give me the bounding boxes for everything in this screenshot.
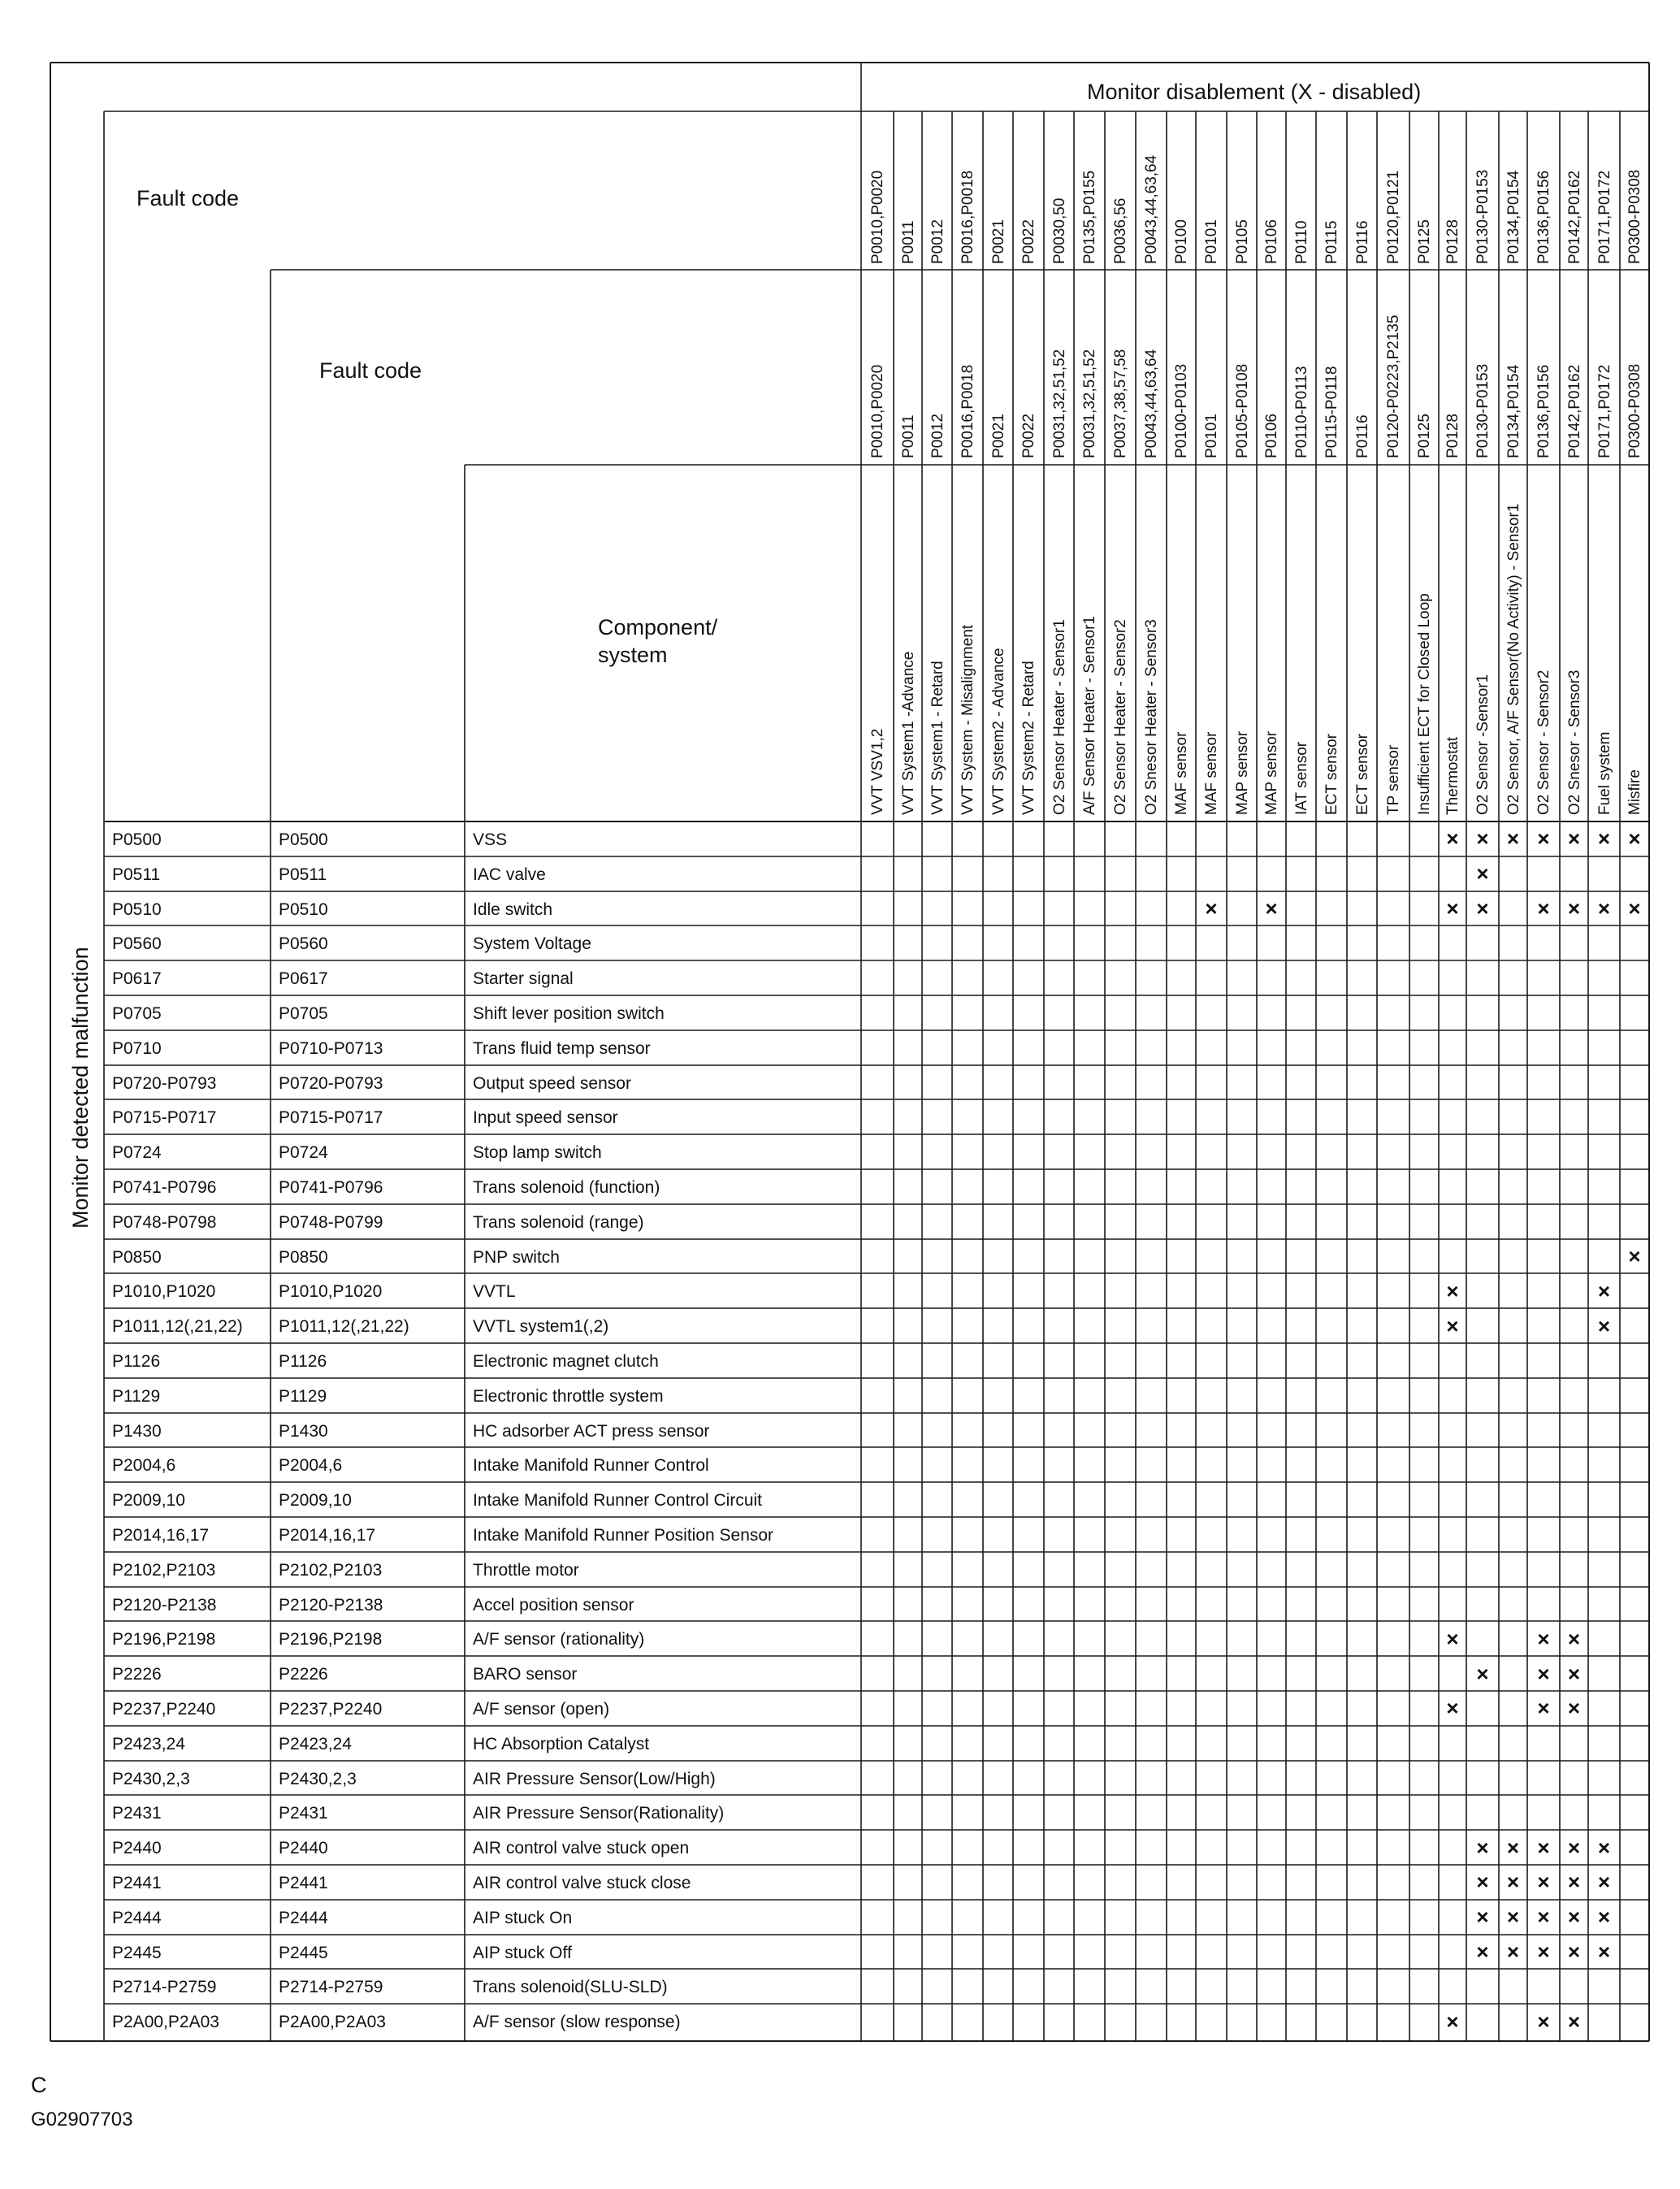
row-fault-code-secondary: P2196,P2198 xyxy=(279,1630,383,1649)
column-component-name-text: Misfire xyxy=(1626,769,1643,815)
column-code-primary-text: P0115 xyxy=(1323,220,1340,264)
disabled-mark: × xyxy=(1628,1244,1641,1268)
disabled-mark: × xyxy=(1537,1696,1550,1721)
row-fault-code-secondary: P2004,6 xyxy=(279,1456,343,1476)
row-fault-code-secondary: P2009,10 xyxy=(279,1491,352,1511)
disabled-mark: × xyxy=(1597,1278,1611,1303)
disabled-mark: × xyxy=(1567,1626,1581,1651)
disabled-mark: × xyxy=(1476,861,1489,886)
row-component-name: AIR Pressure Sensor(Low/High) xyxy=(473,1769,716,1788)
disabled-mark: × xyxy=(1567,896,1581,921)
disabled-mark: × xyxy=(1537,1835,1550,1860)
column-component-name-text: O2 Sensor Heater - Sensor2 xyxy=(1112,619,1129,815)
column-component-name-text: O2 Sensor, A/F Sensor(No Activity) - Sensor1 xyxy=(1505,503,1522,815)
row-fault-code-secondary: P1011,12(,21,22) xyxy=(279,1317,409,1337)
row-fault-code-secondary: P2431 xyxy=(279,1804,328,1823)
disabled-mark: × xyxy=(1205,896,1218,921)
column-code-primary-text: P0300-P0308 xyxy=(1626,169,1643,264)
footer-letter: C xyxy=(31,2073,47,2097)
row-component-name: VSS xyxy=(473,830,508,849)
column-component-name-text: O2 Snesor Heater - Sensor3 xyxy=(1143,619,1160,815)
disabled-mark: × xyxy=(1567,1661,1581,1686)
column-code-primary-text: P0125 xyxy=(1416,219,1433,264)
column-code-primary-text: P0120,P0121 xyxy=(1385,170,1402,264)
column-code-secondary-text: P0031,32,51,52 xyxy=(1050,349,1068,458)
row-component-name: Shift lever position switch xyxy=(473,1003,665,1023)
disabled-mark: × xyxy=(1628,896,1641,921)
row-fault-code-secondary: P0511 xyxy=(279,865,327,884)
column-component-name-text: VVT VSV1,2 xyxy=(869,728,886,815)
column-code-secondary-text: P0120-P0223,P2135 xyxy=(1385,314,1402,458)
row-fault-code-primary: P2226 xyxy=(112,1665,162,1684)
row-fault-code-secondary: P2444 xyxy=(279,1908,328,1927)
column-code-primary-text: P0030,50 xyxy=(1050,197,1068,264)
disabled-mark: × xyxy=(1567,826,1581,852)
disabled-mark: × xyxy=(1537,1905,1550,1930)
row-component-name: Trans fluid temp sensor xyxy=(473,1038,651,1058)
row-fault-code-primary: P2196,P2198 xyxy=(112,1630,216,1649)
row-fault-code-primary: P2714-P2759 xyxy=(112,1978,217,1997)
row-fault-code-secondary: P0710-P0713 xyxy=(279,1038,383,1058)
disabled-mark: × xyxy=(1537,896,1550,921)
row-fault-code-primary: P2441 xyxy=(112,1873,162,1892)
disabled-mark: × xyxy=(1537,1940,1550,1964)
disabled-mark: × xyxy=(1597,896,1611,921)
column-code-secondary-text: P0016,P0018 xyxy=(959,364,976,458)
column-code-primary-text: P0116 xyxy=(1353,220,1371,264)
disabled-mark: × xyxy=(1597,1905,1611,1930)
disabled-mark: × xyxy=(1567,1940,1581,1964)
disabled-mark: × xyxy=(1567,1905,1581,1930)
column-component-name-text: TP sensor xyxy=(1385,744,1402,815)
row-component-name: Idle switch xyxy=(473,899,553,919)
row-component-name: Electronic throttle system xyxy=(473,1386,664,1406)
column-code-primary-text: P0130-P0153 xyxy=(1474,169,1492,264)
row-fault-code-primary: P1011,12(,21,22) xyxy=(112,1317,243,1337)
disabled-mark: × xyxy=(1446,2009,1459,2034)
row-component-name: Input speed sensor xyxy=(473,1108,618,1128)
row-fault-code-secondary: P0510 xyxy=(279,899,328,919)
row-fault-code-primary: P2423,24 xyxy=(112,1734,185,1753)
disabled-mark: × xyxy=(1446,1696,1459,1721)
row-component-name: Throttle motor xyxy=(473,1560,579,1580)
column-code-primary-text: P0011 xyxy=(899,220,917,264)
row-fault-code-primary: P2120-P2138 xyxy=(112,1595,217,1615)
row-component-name: A/F sensor (open) xyxy=(473,1699,610,1719)
column-code-primary-text: P0100 xyxy=(1173,219,1190,264)
row-component-name: HC adsorber ACT press sensor xyxy=(473,1421,710,1441)
row-fault-code-primary: P2445 xyxy=(112,1943,162,1962)
row-fault-code-primary: P2237,P2240 xyxy=(112,1699,216,1719)
column-code-primary-text: P0022 xyxy=(1020,219,1037,264)
row-fault-code-primary: P0710 xyxy=(112,1038,162,1058)
row-fault-code-secondary: P2714-P2759 xyxy=(279,1978,383,1997)
disabled-mark: × xyxy=(1476,896,1489,921)
column-code-secondary-text: P0106 xyxy=(1263,414,1280,458)
column-component-name-text: Insufficient ECT for Closed Loop xyxy=(1416,593,1433,815)
column-component-name-text: O2 Snesor - Sensor3 xyxy=(1565,670,1583,815)
row-component-name: AIR Pressure Sensor(Rationality) xyxy=(473,1804,725,1823)
column-code-primary-text: P0136,P0156 xyxy=(1535,170,1552,264)
row-component-name: Electronic magnet clutch xyxy=(473,1351,659,1371)
disabled-mark: × xyxy=(1265,896,1278,921)
row-fault-code-primary: P2102,P2103 xyxy=(112,1560,216,1580)
disabled-mark: × xyxy=(1537,2009,1550,2034)
row-fault-code-secondary: P1010,P1020 xyxy=(279,1282,383,1302)
row-fault-code-secondary: P2440 xyxy=(279,1839,328,1858)
row-fault-code-primary: P0500 xyxy=(112,830,162,849)
row-fault-code-secondary: P2226 xyxy=(279,1665,328,1684)
disabled-mark: × xyxy=(1506,1835,1520,1860)
column-code-secondary-text: P0130-P0153 xyxy=(1474,363,1492,458)
column-component-name-text: Fuel system xyxy=(1596,731,1613,815)
column-code-secondary-text: P0043,44,63,64 xyxy=(1143,349,1160,458)
column-code-secondary-text: P0010,P0020 xyxy=(869,364,886,458)
disabled-mark: × xyxy=(1597,1870,1611,1895)
disabled-mark: × xyxy=(1446,1626,1459,1651)
column-component-name-text: O2 Sensor - Sensor2 xyxy=(1535,670,1552,815)
monitor-disablement-header: Monitor disablement (X - disabled) xyxy=(1087,80,1422,104)
row-fault-code-primary: P0617 xyxy=(112,969,162,989)
row-fault-code-primary: P1010,P1020 xyxy=(112,1282,216,1302)
disabled-mark: × xyxy=(1506,1940,1520,1964)
row-fault-code-primary: P0511 xyxy=(112,865,161,884)
column-code-primary-text: P0012 xyxy=(929,219,946,264)
row-fault-code-secondary: P2120-P2138 xyxy=(279,1595,383,1615)
column-component-name-text: O2 Sensor Heater - Sensor1 xyxy=(1050,619,1068,815)
column-code-secondary-text: P0022 xyxy=(1020,414,1037,458)
disabled-mark: × xyxy=(1476,1940,1489,1964)
disabled-mark: × xyxy=(1476,1661,1489,1686)
component-system-label: Component/ system xyxy=(598,615,718,667)
row-component-name: Stop lamp switch xyxy=(473,1143,602,1163)
column-code-secondary-text: P0134,P0154 xyxy=(1505,364,1522,458)
column-component-name-text: MAP sensor xyxy=(1233,730,1251,815)
row-fault-code-secondary: P2102,P2103 xyxy=(279,1560,383,1580)
row-fault-code-secondary: P0741-P0796 xyxy=(279,1177,383,1197)
disabled-mark: × xyxy=(1597,1940,1611,1964)
row-fault-code-primary: P0720-P0793 xyxy=(112,1073,217,1093)
disabled-mark: × xyxy=(1597,1313,1611,1338)
row-fault-code-primary: P2004,6 xyxy=(112,1456,176,1476)
row-component-name: AIP stuck Off xyxy=(473,1943,572,1962)
row-component-name: HC Absorption Catalyst xyxy=(473,1734,650,1753)
row-fault-code-secondary: P2423,24 xyxy=(279,1734,352,1753)
disabled-mark: × xyxy=(1567,1835,1581,1860)
column-code-secondary-text: P0116 xyxy=(1353,414,1371,458)
row-fault-code-primary: P2431 xyxy=(112,1804,162,1823)
disabled-mark: × xyxy=(1446,826,1459,852)
row-component-name: Trans solenoid (function) xyxy=(473,1177,660,1197)
fault-code-top-label: Fault code xyxy=(136,186,240,210)
row-component-name: AIP stuck On xyxy=(473,1908,573,1927)
row-fault-code-secondary: P2A00,P2A03 xyxy=(279,2013,386,2032)
column-code-secondary-text: P0125 xyxy=(1416,414,1433,458)
column-code-secondary-text: P0171,P0172 xyxy=(1596,364,1613,458)
row-fault-code-primary: P1129 xyxy=(112,1386,161,1406)
column-code-secondary-text: P0031,32,51,52 xyxy=(1081,349,1098,458)
column-component-name-text: VVT System2 - Retard xyxy=(1020,661,1037,815)
column-code-secondary-text: P0101 xyxy=(1203,414,1220,458)
column-component-name-text: VVT System - Misalignment xyxy=(959,624,976,815)
column-code-secondary-text: P0012 xyxy=(929,414,946,458)
column-component-name-text: IAT sensor xyxy=(1292,741,1310,815)
row-fault-code-primary: P0850 xyxy=(112,1247,162,1267)
row-fault-code-secondary: P2441 xyxy=(279,1873,328,1892)
disabled-mark: × xyxy=(1597,826,1611,852)
disabled-mark: × xyxy=(1537,826,1550,852)
row-fault-code-primary: P2014,16,17 xyxy=(112,1525,210,1545)
row-component-name: A/F sensor (slow response) xyxy=(473,2013,681,2032)
figure-id: G02907703 xyxy=(31,2109,133,2130)
row-component-name: VVTL xyxy=(473,1282,516,1302)
disabled-mark: × xyxy=(1597,1835,1611,1860)
row-fault-code-secondary: P2430,2,3 xyxy=(279,1769,357,1788)
row-fault-code-secondary: P1430 xyxy=(279,1421,328,1441)
row-fault-code-primary: P0748-P0798 xyxy=(112,1212,217,1232)
column-code-secondary-text: P0128 xyxy=(1444,414,1461,458)
column-code-primary-text: P0043,44,63,64 xyxy=(1143,154,1160,264)
column-code-primary-text: P0106 xyxy=(1263,219,1280,264)
column-component-name-text: VVT System1 -Advance xyxy=(899,651,917,815)
row-fault-code-primary: P0724 xyxy=(112,1143,162,1163)
row-component-name: Trans solenoid(SLU-SLD) xyxy=(473,1978,668,1997)
row-fault-code-secondary: P1126 xyxy=(279,1351,327,1371)
row-fault-code-primary: P1430 xyxy=(112,1421,162,1441)
disabled-mark: × xyxy=(1506,1905,1520,1930)
column-code-secondary-text: P0136,P0156 xyxy=(1535,364,1552,458)
disabled-mark: × xyxy=(1567,2009,1581,2034)
column-code-primary-text: P0105 xyxy=(1233,219,1251,264)
disabled-mark: × xyxy=(1628,826,1641,852)
row-component-name: PNP switch xyxy=(473,1247,560,1267)
row-fault-code-secondary: P0850 xyxy=(279,1247,328,1267)
column-code-primary-text: P0101 xyxy=(1203,219,1220,264)
row-fault-code-primary: P2430,2,3 xyxy=(112,1769,190,1788)
column-component-name-text: Thermostat xyxy=(1444,736,1461,815)
disabled-mark: × xyxy=(1446,896,1459,921)
column-component-name-text: VVT System2 - Advance xyxy=(989,648,1007,815)
row-fault-code-secondary: P0500 xyxy=(279,830,328,849)
row-fault-code-primary: P1126 xyxy=(112,1351,161,1371)
row-component-name: IAC valve xyxy=(473,865,546,884)
disabled-mark: × xyxy=(1537,1661,1550,1686)
disabled-mark: × xyxy=(1476,1835,1489,1860)
row-fault-code-secondary: P2014,16,17 xyxy=(279,1525,376,1545)
column-code-primary-text: P0021 xyxy=(989,219,1007,264)
column-code-secondary-text: P0105-P0108 xyxy=(1233,363,1251,458)
disabled-mark: × xyxy=(1506,1870,1520,1895)
column-code-primary-text: P0134,P0154 xyxy=(1505,170,1522,264)
column-component-name-text: MAP sensor xyxy=(1263,730,1280,815)
row-component-name: Output speed sensor xyxy=(473,1073,631,1093)
disabled-mark: × xyxy=(1446,1313,1459,1338)
disabled-mark: × xyxy=(1567,1870,1581,1895)
column-code-secondary-text: P0300-P0308 xyxy=(1626,363,1643,458)
disabled-mark: × xyxy=(1476,1905,1489,1930)
row-fault-code-secondary: P0715-P0717 xyxy=(279,1108,383,1128)
column-code-secondary-text: P0021 xyxy=(989,414,1007,458)
disabled-mark: × xyxy=(1537,1870,1550,1895)
column-code-secondary-text: P0142,P0162 xyxy=(1565,364,1583,458)
column-component-name-text: O2 Sensor -Sensor1 xyxy=(1474,674,1492,815)
column-code-primary-text: P0016,P0018 xyxy=(959,170,976,264)
column-component-name-text: VVT System1 - Retard xyxy=(929,661,946,815)
column-component-name-text: ECT sensor xyxy=(1353,734,1371,815)
row-fault-code-secondary: P0705 xyxy=(279,1003,328,1023)
column-code-secondary-text: P0011 xyxy=(899,414,917,458)
column-code-primary-text: P0128 xyxy=(1444,219,1461,264)
column-code-secondary-text: P0110-P0113 xyxy=(1292,366,1310,458)
row-fault-code-primary: P2444 xyxy=(112,1908,162,1927)
disabled-mark: × xyxy=(1446,1278,1459,1303)
fault-code-sub-label: Fault code xyxy=(319,358,422,383)
row-fault-code-primary: P0715-P0717 xyxy=(112,1108,217,1128)
row-component-name: AIR control valve stuck open xyxy=(473,1839,690,1858)
column-code-primary-text: P0010,P0020 xyxy=(869,170,886,264)
row-fault-code-secondary: P0724 xyxy=(279,1143,328,1163)
column-component-name-text: MAF sensor xyxy=(1173,731,1190,815)
row-component-name: System Voltage xyxy=(473,934,591,954)
row-component-name: A/F sensor (rationality) xyxy=(473,1630,645,1649)
row-fault-code-secondary: P0617 xyxy=(279,969,328,989)
row-fault-code-primary: P2A00,P2A03 xyxy=(112,2013,219,2032)
column-component-name-text: ECT sensor xyxy=(1323,734,1340,815)
row-fault-code-secondary: P2237,P2240 xyxy=(279,1699,383,1719)
row-component-name: Intake Manifold Runner Position Sensor xyxy=(473,1525,774,1545)
disabled-mark: × xyxy=(1476,826,1489,852)
row-fault-code-primary: P0510 xyxy=(112,899,162,919)
row-fault-code-secondary: P0748-P0799 xyxy=(279,1212,383,1232)
row-fault-code-primary: P0560 xyxy=(112,934,162,954)
row-fault-code-secondary: P0720-P0793 xyxy=(279,1073,383,1093)
column-code-secondary-text: P0037,38,57,58 xyxy=(1112,349,1129,458)
disabled-mark: × xyxy=(1476,1870,1489,1895)
row-component-name: Intake Manifold Runner Control Circuit xyxy=(473,1491,762,1511)
row-fault-code-secondary: P1129 xyxy=(279,1386,327,1406)
row-fault-code-primary: P2440 xyxy=(112,1839,162,1858)
row-fault-code-secondary: P2445 xyxy=(279,1943,328,1962)
row-component-name: Intake Manifold Runner Control xyxy=(473,1456,709,1476)
column-component-name-text: A/F Sensor Heater - Sensor1 xyxy=(1081,616,1098,815)
column-code-primary-text: P0135,P0155 xyxy=(1081,170,1098,264)
row-component-name: Accel position sensor xyxy=(473,1595,634,1615)
row-fault-code-primary: P0705 xyxy=(112,1003,162,1023)
disabled-mark: × xyxy=(1506,826,1520,852)
disabled-mark: × xyxy=(1567,1696,1581,1721)
row-component-name: Trans solenoid (range) xyxy=(473,1212,644,1232)
column-component-name-text: MAF sensor xyxy=(1203,731,1220,815)
row-component-name: Starter signal xyxy=(473,969,574,989)
column-code-primary-text: P0142,P0162 xyxy=(1565,170,1583,264)
disabled-mark: × xyxy=(1537,1626,1550,1651)
row-component-name: AIR control valve stuck close xyxy=(473,1873,691,1892)
column-code-primary-text: P0036,56 xyxy=(1112,197,1129,264)
column-code-secondary-text: P0115-P0118 xyxy=(1323,366,1340,458)
column-code-primary-text: P0171,P0172 xyxy=(1596,170,1613,264)
row-component-name: VVTL system1(,2) xyxy=(473,1317,609,1337)
column-code-primary-text: P0110 xyxy=(1292,220,1310,264)
row-component-name: BARO sensor xyxy=(473,1665,578,1684)
row-fault-code-secondary: P0560 xyxy=(279,934,328,954)
row-fault-code-primary: P2009,10 xyxy=(112,1491,185,1511)
row-fault-code-primary: P0741-P0796 xyxy=(112,1177,217,1197)
column-code-secondary-text: P0100-P0103 xyxy=(1173,363,1190,458)
